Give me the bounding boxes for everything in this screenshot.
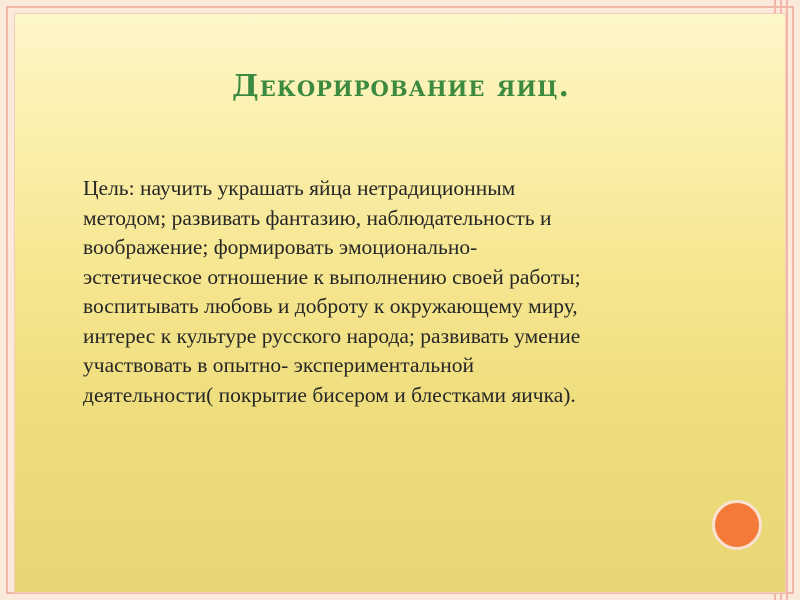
slide-content-panel: [14, 13, 786, 593]
slide-title: Декорирование яиц.: [232, 69, 570, 104]
slide-body-text: Цель: научить украшать яйца нетрадиционным методом; развивать фантазию, наблюдательность и воображение; формировать эмоционально- эстетическое отношение к выполнению своей работы; воспитывать любовь и доброту к окружающему миру, интерес к культуре русского народа; развивать умение участвовать в опытно- экспериментальной деятельности( покрытие бисером и блестками яичка).: [83, 176, 581, 407]
orange-circle-decoration: [712, 500, 762, 550]
